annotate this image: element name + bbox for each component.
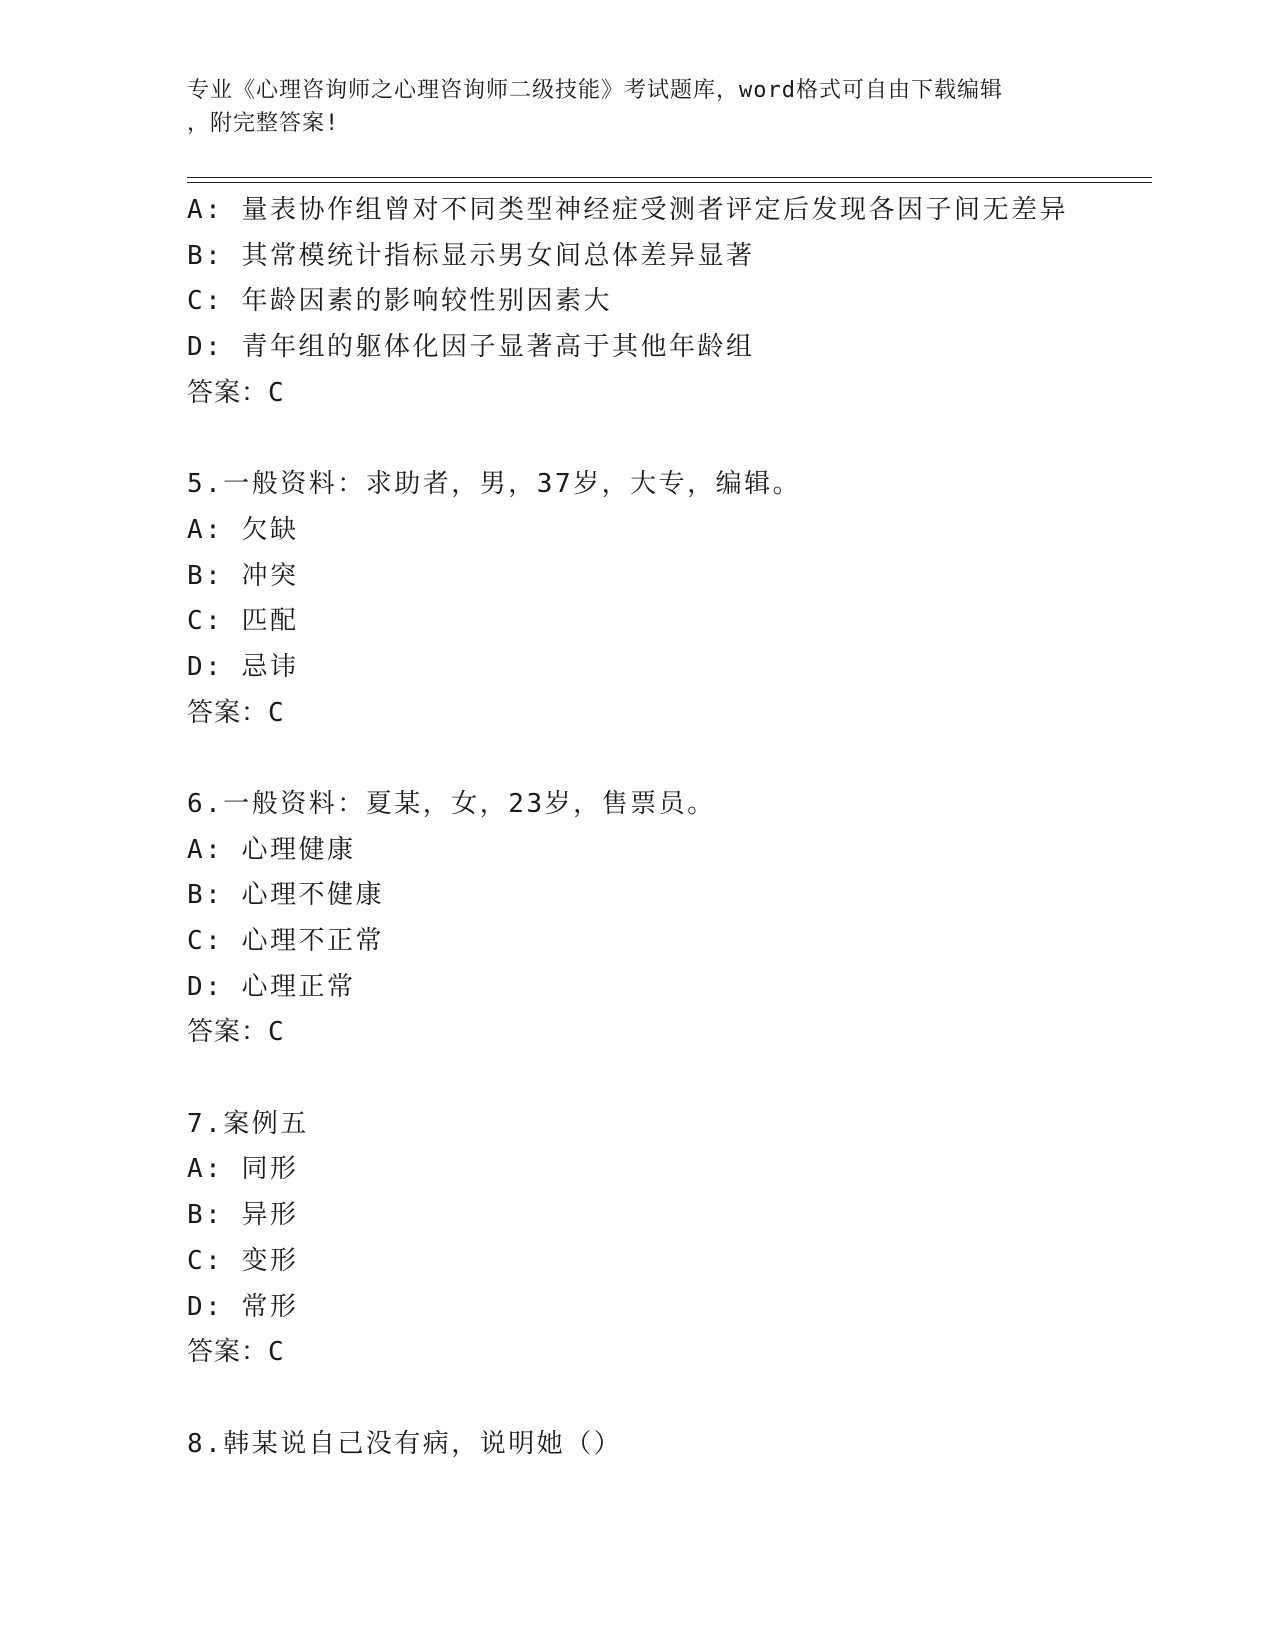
question-block-5 [187,462,1152,736]
answer: 答案：C [187,1337,285,1368]
option-b: B: 冲突 [187,560,299,591]
question-block-7 [187,1102,1152,1376]
option-a: A: 心理健康 [187,834,356,865]
question-block-6 [187,782,1152,1056]
header-line-2: ，附完整答案! [187,111,340,136]
header-divider-top [187,177,1152,178]
option-a: A: 量表协作组曾对不同类型神经症受测者评定后发现各因子间无差异 [187,195,1068,225]
spacer [187,1376,1152,1422]
question-text: 6.一般资料：夏某，女，23岁，售票员。 [187,788,716,819]
header-line-1: 专业《心理咨询师之心理咨询师二级技能》考试题库，word格式可自由下载编辑 [187,78,1003,103]
spacer [187,1056,1152,1102]
document-header [187,74,1077,140]
option-a: A: 同形 [187,1154,299,1185]
option-d: D: 青年组的躯体化因子显著高于其他年龄组 [187,332,755,363]
question-block-4 [187,188,1152,416]
option-c: C: 变形 [187,1245,299,1276]
option-b: B: 心理不健康 [187,880,384,911]
option-b: B: 异形 [187,1200,299,1231]
question-list [187,188,1152,1467]
answer: 答案：C [187,1017,285,1048]
option-c: C: 匹配 [187,606,299,637]
option-d: D: 忌讳 [187,651,299,682]
answer: 答案：C [187,377,285,408]
spacer [187,736,1152,782]
option-d: D: 常形 [187,1291,299,1322]
header-divider-bottom [187,182,1152,183]
option-c: C: 心理不正常 [187,926,384,956]
question-text: 5.一般资料：求助者，男，37岁，大专，编辑。 [187,469,802,500]
option-d: D: 心理正常 [187,971,356,1002]
question-text: 8.韩某说自己没有病，说明她（） [187,1428,623,1459]
option-b: B: 其常模统计指标显示男女间总体差异显著 [187,240,755,271]
option-a: A: 欠缺 [187,514,299,545]
spacer [187,416,1152,462]
question-text: 7.案例五 [187,1108,309,1139]
option-c: C: 年龄因素的影响较性别因素大 [187,286,612,317]
answer: 答案：C [187,697,285,728]
question-block-8 [187,1422,1152,1468]
